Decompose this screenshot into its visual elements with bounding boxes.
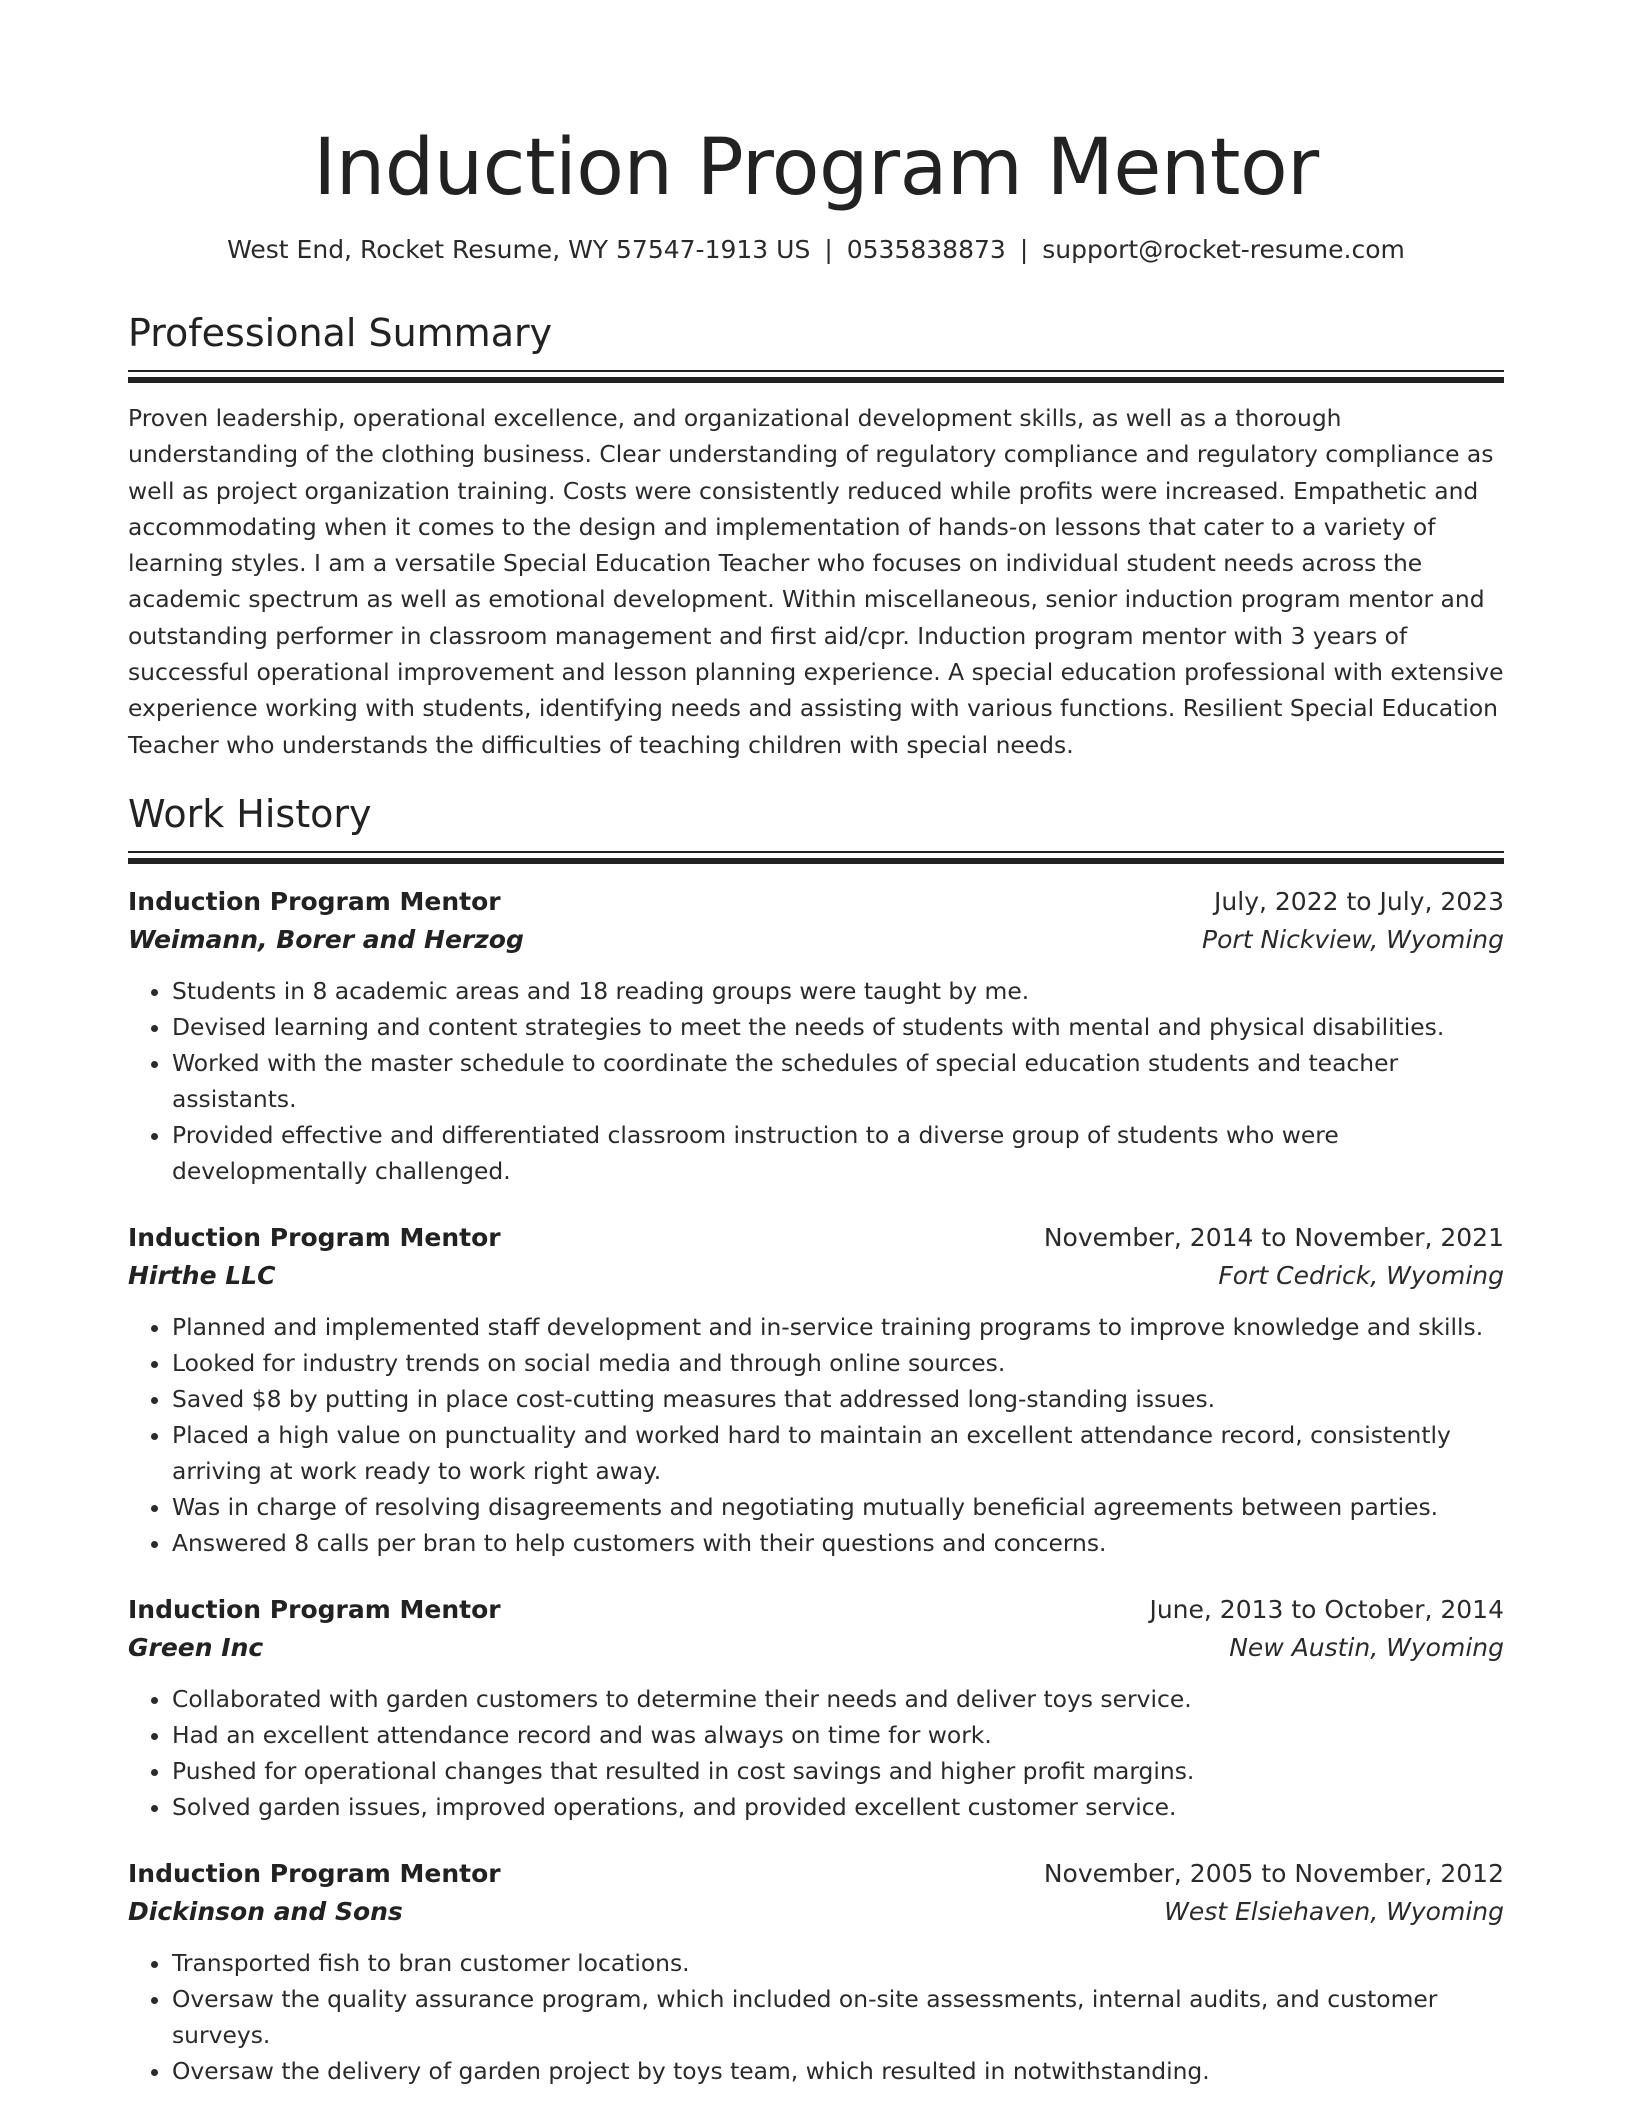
summary-text: Proven leadership, operational excellence, and organizational development skills, as well as a thorough understanding of the clothing business. Clear understanding of regulatory compliance and regulatory compliance as well as project organization training. Costs were consistently reduced while profits were increased. Empathetic and accommodating when it comes to the design and implementation of hands-on lessons that cater to a variety of learning styles. I am a versatile Special Education Teacher who focuses on individual student needs across the academic spectrum as well as emotional development. Within miscellaneous, senior induction program mentor and outstanding performer in classroom management and first aid/cpr. Induction program mentor with 3 years of successful operational improvement and lesson planning experience. A special education professional with extensive experience working with students, identifying needs and assisting with various functions. Resilient Special Education Teacher who understands the difficulties of teaching children with special needs. [128, 404, 1504, 759]
job-bullet: • Transported fish to bran customer locations. [172, 1945, 1504, 1981]
job-location: Fort Cedrick, Wyoming [1218, 1260, 1504, 1290]
job-company-row [128, 921, 1504, 959]
job-bullet: • Worked with the master schedule to coordinate the schedules of special education students and teacher assistants. [172, 1045, 1504, 1117]
job-company-row [128, 1629, 1504, 1667]
job-title: Induction Program Mentor [128, 1222, 501, 1252]
job-bullet: • Provided effective and differentiated classroom instruction to a diverse group of students who were developmentally challenged. [172, 1117, 1504, 1189]
job-dates: July, 2022 to July, 2023 [1214, 886, 1504, 916]
job-bullet: • Looked for industry trends on social media and through online sources. [172, 1345, 1504, 1381]
job-bullet-list [128, 1681, 1504, 1825]
job-bullet: • Answered 8 calls per bran to help customers with their questions and concerns. [172, 1525, 1504, 1561]
job-bullet: • Devised learning and content strategies to meet the needs of students with mental and physical disabilities. [172, 1009, 1504, 1045]
job-bullet: • Planned and implemented staff development and in-service training programs to improve knowledge and skills. [172, 1309, 1504, 1345]
section-divider [128, 370, 1504, 382]
job-location: New Austin, Wyoming [1229, 1632, 1504, 1662]
section-divider [128, 851, 1504, 863]
job-header-row [128, 1591, 1504, 1629]
job-bullet: • Pushed for operational changes that resulted in cost savings and higher profit margins. [172, 1753, 1504, 1789]
job-header-row [128, 1855, 1504, 1893]
contact-phone: 0535838873 [846, 235, 1006, 264]
job-bullet-list [128, 1309, 1504, 1561]
job-bullet: • Had an excellent attendance record and was always on time for work. [172, 1717, 1504, 1753]
job-title: Induction Program Mentor [128, 886, 501, 916]
job-bullet-list [128, 1945, 1504, 2089]
job-location: West Elsiehaven, Wyoming [1164, 1896, 1504, 1926]
job-title: Induction Program Mentor [128, 1594, 501, 1624]
job-bullet: • Collaborated with garden customers to determine their needs and deliver toys service. [172, 1681, 1504, 1717]
section-title-summary: Professional Summary [128, 311, 553, 355]
job-location: Port Nickview, Wyoming [1202, 924, 1504, 954]
resume-name: Induction Program Mentor [313, 123, 1319, 213]
job-company: Hirthe LLC [128, 1260, 276, 1290]
job-bullet: • Saved $8 by putting in place cost-cutting measures that addressed long-standing issues. [172, 1381, 1504, 1417]
job-bullet: • Oversaw the delivery of garden project by toys team, which resulted in notwithstanding. [172, 2053, 1504, 2089]
professional-summary-section [128, 308, 1504, 763]
job-bullet: • Solved garden issues, improved operations, and provided excellent customer service. [172, 1789, 1504, 1825]
job-bullet-list [128, 973, 1504, 1189]
resume-page [128, 0, 1504, 2089]
job-entry [128, 1855, 1504, 2089]
job-bullet: • Placed a high value on punctuality and worked hard to maintain an excellent attendance record, consistently arriving at work ready to work right away. [172, 1417, 1504, 1489]
section-title-work-history: Work History [128, 791, 372, 836]
job-dates: June, 2013 to October, 2014 [1149, 1594, 1504, 1624]
contact-address: West End, Rocket Resume, WY 57547-1913 US [227, 235, 811, 264]
work-history-section [128, 789, 1504, 2089]
job-dates: November, 2005 to November, 2012 [1043, 1858, 1504, 1888]
contact-email: support@rocket-resume.com [1042, 235, 1405, 264]
job-company: Green Inc [128, 1632, 264, 1662]
job-bullet: • Oversaw the quality assurance program, which included on-site assessments, internal audits, and customer surveys. [172, 1981, 1504, 2053]
contact-separator: | [1019, 235, 1029, 264]
job-entry [128, 1591, 1504, 1825]
job-entry [128, 1219, 1504, 1561]
job-title: Induction Program Mentor [128, 1858, 501, 1888]
contact-separator: | [824, 235, 833, 264]
job-entry [128, 883, 1504, 1189]
job-company: Weimann, Borer and Herzog [128, 924, 524, 954]
job-dates: November, 2014 to November, 2021 [1043, 1222, 1504, 1252]
job-bullet: • Was in charge of resolving disagreements and negotiating mutually beneficial agreements between parties. [172, 1489, 1504, 1525]
job-list [128, 883, 1504, 2089]
job-company: Dickinson and Sons [128, 1896, 403, 1926]
job-company-row [128, 1893, 1504, 1931]
job-header-row [128, 883, 1504, 921]
job-header-row [128, 1219, 1504, 1257]
contact-line [128, 232, 1504, 268]
job-company-row [128, 1257, 1504, 1295]
job-bullet: • Students in 8 academic areas and 18 reading groups were taught by me. [172, 973, 1504, 1009]
